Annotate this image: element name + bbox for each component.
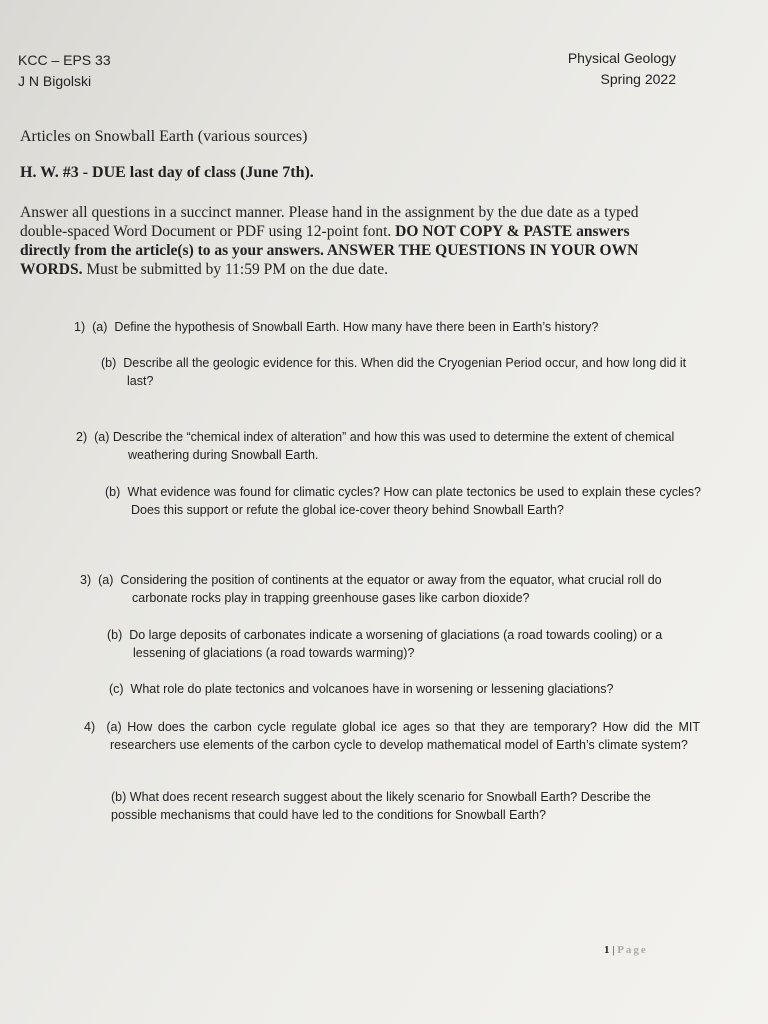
question-sub-label: (b) xyxy=(105,485,121,499)
question-sub-label: (b) xyxy=(111,790,127,804)
course-name: Physical Geology xyxy=(567,50,676,66)
page-separator: | xyxy=(612,944,615,956)
question-text: What evidence was found for climatic cycles? How can plate tectonics be used to explain these cycles? Does this support or refute the global ice-cover theory behind Snowball Earth? xyxy=(127,485,702,517)
question-text: Considering the position of continents at the equator or away from the equator, what crucial roll do carbonate rocks play in trapping greenhouse gases like carbon dioxide? xyxy=(120,573,662,605)
question-4b xyxy=(111,788,676,824)
question-text: What role do plate tectonics and volcanoes have in worsening or lessening glaciations? xyxy=(130,682,614,696)
header-right xyxy=(568,48,676,90)
question-text: Describe the “chemical index of alteration” and how this was used to determine the extent of chemical weathering during Snowball Earth. xyxy=(112,430,675,462)
question-text: How does the carbon cycle regulate global ice ages so that they are temporary? How did the MIT researchers use elements of the carbon cycle to develop mathematical model of Earth’s climate system? xyxy=(110,720,700,752)
question-sub-label: (a) xyxy=(98,573,114,587)
question-text: Describe all the geologic evidence for this. When did the Cryogenian Period occur, and how long did it last? xyxy=(123,356,687,388)
question-1b xyxy=(101,354,697,390)
question-number: 2) xyxy=(76,430,88,444)
question-text: What does recent research suggest about the likely scenario for Snowball Earth? Describe the possible mechanisms that could have led to the conditions for Snowball Earth? xyxy=(111,790,651,822)
page-word: Page xyxy=(617,944,648,956)
question-2b xyxy=(105,483,701,519)
question-sub-label: (a) xyxy=(92,320,108,334)
question-sub-label: (b) xyxy=(101,356,117,370)
question-sub-label: (a) xyxy=(94,430,110,444)
question-text: Do large deposits of carbonates indicate a worsening of glaciations (a road towards cooling) or a lessening of glaciations (a road towards warming)? xyxy=(129,628,663,660)
question-4a xyxy=(84,718,700,754)
document-title: Articles on Snowball Earth (various sources) xyxy=(20,128,308,145)
question-3a xyxy=(80,571,712,607)
question-1a xyxy=(74,318,694,336)
term: Spring 2022 xyxy=(600,71,676,87)
question-sub-label: (a) xyxy=(106,720,122,734)
instructions-text-2: Must be submitted by 11:59 PM on the due date. xyxy=(82,261,388,278)
header-left xyxy=(18,50,111,92)
question-sub-label: (c) xyxy=(109,682,124,696)
question-number: 4) xyxy=(84,720,96,734)
question-text: Define the hypothesis of Snowball Earth. How many have there been in Earth’s history? xyxy=(114,320,599,334)
question-3b xyxy=(107,626,693,662)
question-sub-label: (b) xyxy=(107,628,123,642)
assignment-heading: H. W. #3 - DUE last day of class (June 7th). xyxy=(20,164,314,181)
instructions xyxy=(20,203,670,279)
instructor-name: J N Bigolski xyxy=(18,73,92,89)
question-2a xyxy=(76,428,708,464)
question-number: 3) xyxy=(80,573,92,587)
instructions-bold: DO NOT COPY & PASTE answers directly from the article(s) to as your answers. ANSWER THE QUESTIONS IN YOUR OWN WORDS. xyxy=(20,223,639,278)
course-code: KCC – EPS 33 xyxy=(18,52,111,68)
page-number-value: 1 xyxy=(604,944,610,956)
question-number: 1) xyxy=(74,320,86,334)
page-number xyxy=(604,944,648,956)
instructions-text-1: Answer all questions in a succinct manner. Please hand in the assignment by the due date as a typed double-spaced Word Document or PDF using 12-point font. xyxy=(20,204,639,240)
question-3c xyxy=(109,680,689,698)
